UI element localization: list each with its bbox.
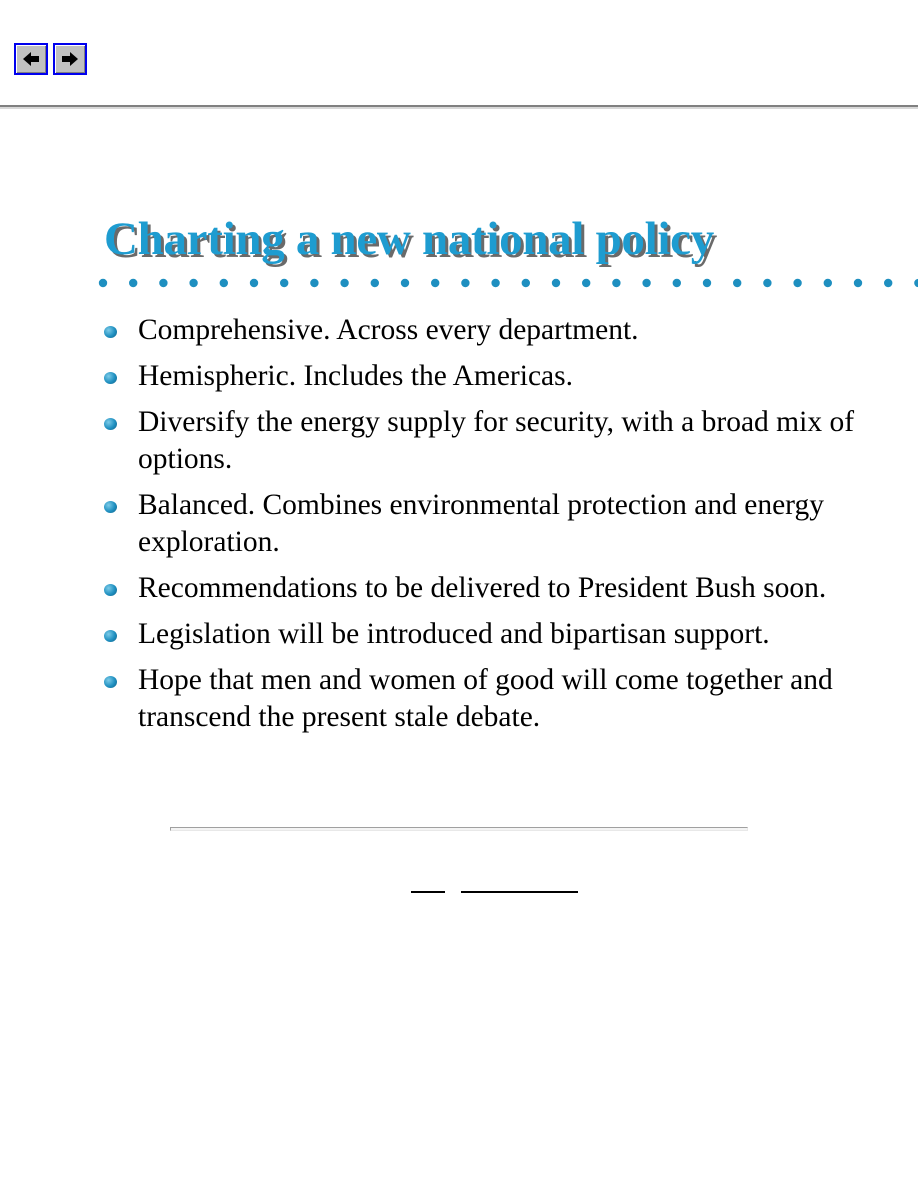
underline-dot <box>371 279 379 287</box>
bullet-icon <box>104 501 117 513</box>
underline-dot <box>703 279 711 287</box>
bottom-divider <box>170 827 748 831</box>
underline-dot <box>884 279 892 287</box>
bullet-icon <box>104 676 117 688</box>
footer-link-previous[interactable] <box>411 880 445 893</box>
top-divider <box>0 105 918 109</box>
slide-title: Charting a new national policy <box>104 213 714 265</box>
bullet-text: Hemispheric. Includes the Americas. <box>138 360 573 392</box>
bullet-list <box>104 312 894 745</box>
list-item <box>104 358 894 395</box>
underline-dot <box>673 279 681 287</box>
underline-dot <box>793 279 801 287</box>
bullet-text: Balanced. Combines environmental protection and energy exploration. <box>138 489 824 558</box>
back-button[interactable] <box>14 43 48 75</box>
bullet-text: Comprehensive. Across every department. <box>138 314 639 346</box>
bullet-text: Legislation will be introduced and bipartisan support. <box>138 618 770 650</box>
underline-dot <box>99 279 107 287</box>
underline-dot <box>491 279 499 287</box>
bullet-text: Recommendations to be delivered to President Bush soon. <box>138 572 827 604</box>
underline-dot <box>763 279 771 287</box>
bullet-icon <box>104 326 117 338</box>
underline-dot <box>733 279 741 287</box>
left-arrow-icon <box>22 51 40 67</box>
underline-dot <box>642 279 650 287</box>
list-item <box>104 312 894 349</box>
list-item <box>104 570 894 607</box>
forward-button[interactable] <box>53 43 87 75</box>
underline-dot <box>340 279 348 287</box>
bullet-icon <box>104 584 117 596</box>
underline-dot <box>280 279 288 287</box>
right-arrow-icon <box>61 51 79 67</box>
underline-dot <box>914 279 918 287</box>
footer-link-index[interactable] <box>461 880 578 893</box>
underline-dot <box>824 279 832 287</box>
dotted-title-underline <box>98 277 918 289</box>
underline-dot <box>522 279 530 287</box>
underline-dot <box>401 279 409 287</box>
underline-dot <box>552 279 560 287</box>
underline-dot <box>431 279 439 287</box>
list-item <box>104 616 894 653</box>
underline-dot <box>129 279 137 287</box>
list-item <box>104 404 894 478</box>
list-item <box>104 487 894 561</box>
underline-dot <box>159 279 167 287</box>
underline-dot <box>220 279 228 287</box>
underline-dot <box>582 279 590 287</box>
footer-links <box>0 880 918 892</box>
bullet-text: Diversify the energy supply for security, with a broad mix of options. <box>138 406 855 475</box>
underline-dot <box>854 279 862 287</box>
underline-dot <box>189 279 197 287</box>
underline-dot <box>250 279 258 287</box>
bullet-icon <box>104 418 117 430</box>
underline-dot <box>310 279 318 287</box>
underline-dot <box>461 279 469 287</box>
bullet-icon <box>104 372 117 384</box>
navigation-bar <box>14 43 87 75</box>
bullet-icon <box>104 630 117 642</box>
bullet-text: Hope that men and women of good will come together and transcend the present stale debate. <box>138 664 833 733</box>
underline-dot <box>612 279 620 287</box>
list-item <box>104 662 894 736</box>
